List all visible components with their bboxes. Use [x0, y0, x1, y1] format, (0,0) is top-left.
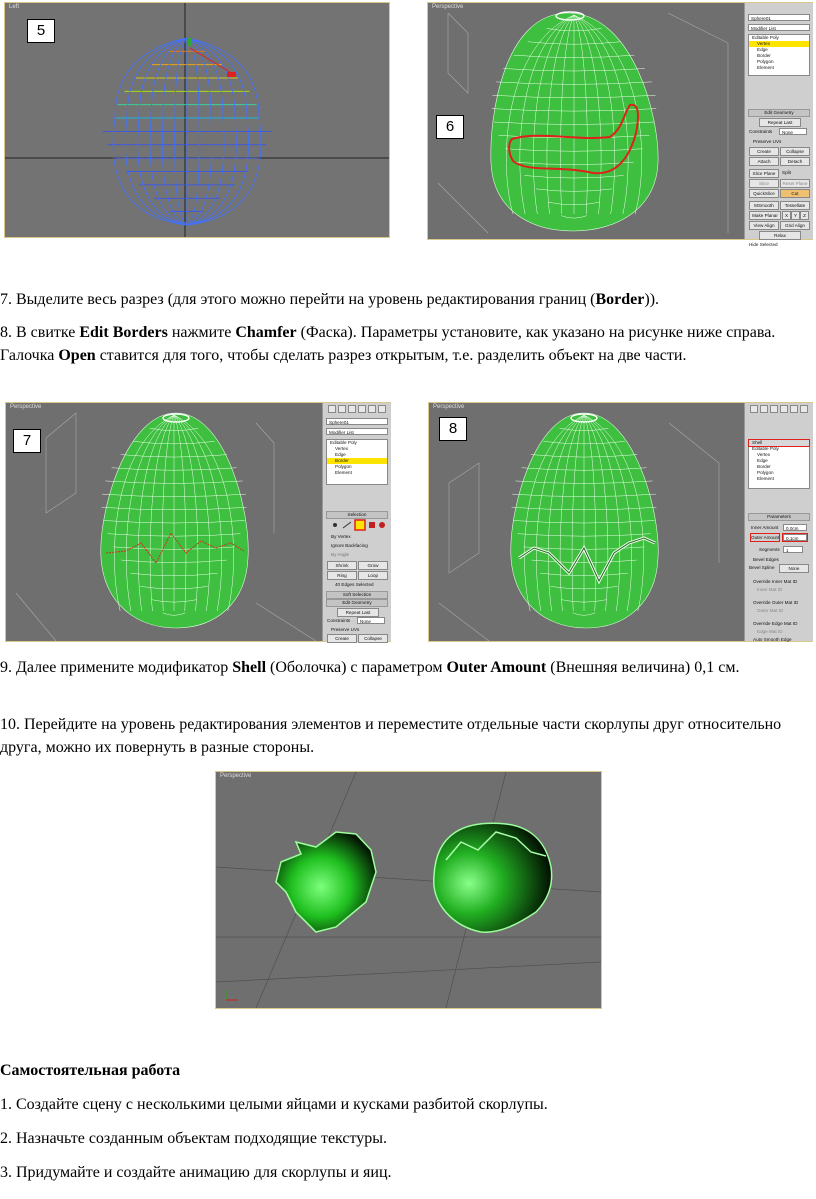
stack-item[interactable]: Border — [757, 464, 771, 469]
egg-illustration — [6, 403, 322, 641]
object-name-field[interactable]: Sphere01 — [748, 14, 810, 21]
hierarchy-tab-icon[interactable] — [348, 405, 356, 413]
modifier-stack — [326, 439, 388, 485]
modify-tab-icon[interactable] — [760, 405, 768, 413]
bold-term: Border — [595, 291, 645, 308]
view-align-button[interactable]: View Align — [749, 221, 779, 230]
figure-5-viewport — [4, 2, 390, 238]
bold-term: Chamfer — [235, 324, 297, 341]
edge-level-icon — [343, 522, 351, 528]
detach-button[interactable]: Detach — [780, 157, 810, 166]
constraints-dropdown[interactable]: None — [357, 617, 385, 624]
outer-amount-label: Outer Amount — [751, 535, 780, 540]
bold-term: Open — [58, 347, 96, 364]
bold-term: Outer Amount — [446, 659, 547, 676]
rollout-edit-geometry[interactable]: Edit Geometry — [326, 599, 388, 607]
collapse-button[interactable]: Collapse — [780, 147, 810, 156]
outer-amount-field[interactable]: 0.1cm — [783, 534, 807, 541]
by-angle-checkbox[interactable]: By Angle — [331, 552, 350, 557]
self-work-item: 3. Придумайте и создайте анимацию для скорлупы и яиц. — [0, 1164, 392, 1181]
final-figure-viewport — [215, 771, 602, 1009]
section-heading: Самостоятельная работа — [0, 1062, 181, 1079]
text-run: 7. Выделите весь разрез (для этого можно перейти на уровень редактирования границ ( — [0, 291, 596, 308]
bold-term: Shell — [232, 659, 267, 676]
figure-badge: 8 — [439, 417, 467, 441]
vertex-level-icon — [333, 523, 337, 527]
figure-8-viewport — [428, 402, 813, 642]
text-run: ставится для того, чтобы сделать разрез открытым, т.е. разделить объект на две части. — [95, 347, 687, 364]
command-panel — [744, 403, 813, 641]
text-run: )). — [644, 291, 660, 308]
override-edge-mat-id-checkbox[interactable]: Override Edge Mat ID — [753, 621, 798, 626]
grow-button[interactable]: Grow — [358, 561, 388, 570]
panel-toolbar — [323, 405, 391, 414]
reset-plane-button[interactable]: Reset Plane — [780, 179, 810, 188]
text-run: 10. Перейдите на уровень редактирования элементов и переместите отдельные части скорлупы друг относительно друга, можно их повернуть в разные стороны. — [0, 716, 782, 756]
segments-field[interactable]: 1 — [783, 546, 803, 553]
text-run: (Оболочка) с параметром — [266, 659, 447, 676]
tessellate-button[interactable]: Tessellate — [780, 201, 810, 210]
bevel-edges-checkbox[interactable]: Bevel Edges — [753, 557, 779, 562]
msmooth-button[interactable]: MSmooth — [749, 201, 779, 210]
viewport-label: Left — [9, 4, 20, 10]
stack-item[interactable]: Polygon — [757, 470, 774, 475]
text-run: (Внешняя величина) 0,1 см. — [546, 659, 740, 676]
modifier-list-dropdown[interactable]: Modifier List — [326, 428, 388, 435]
self-work-title — [0, 1059, 814, 1082]
rollout-edit-geometry[interactable]: Edit Geometry — [748, 109, 810, 117]
inner-amount-label: Inner Amount — [751, 525, 779, 530]
stack-item-selected[interactable]: Border — [327, 458, 387, 464]
text-run: 8. В свитке — [0, 324, 80, 341]
outer-mat-id-field[interactable]: Outer Mat ID — [757, 608, 784, 613]
stack-item-shell[interactable]: Shell — [749, 440, 809, 446]
viewport-label: Perspective — [433, 404, 465, 410]
selection-status: 40 Edges Selected — [335, 582, 374, 587]
stack-item[interactable]: Edge — [757, 47, 768, 52]
stack-item[interactable]: Element — [335, 470, 352, 475]
constraints-dropdown[interactable]: None — [779, 128, 807, 135]
figure-badge: 7 — [13, 429, 41, 453]
stack-item-selected[interactable]: Vertex — [749, 41, 809, 47]
by-vertex-checkbox[interactable]: By Vertex — [331, 534, 351, 539]
hide-selected-button[interactable]: Hide Selected — [749, 242, 778, 247]
stack-item[interactable]: Element — [757, 476, 774, 481]
cut-button[interactable]: Cut — [780, 189, 810, 198]
modifier-stack — [748, 439, 810, 489]
loop-button[interactable]: Loop — [358, 571, 388, 580]
selection-level-icons — [331, 519, 387, 531]
override-outer-mat-id-checkbox[interactable]: Override Outer Mat ID — [753, 600, 799, 605]
relax-button[interactable]: Relax — [759, 231, 801, 240]
step-9-text — [0, 656, 814, 679]
stack-item[interactable]: Editable Poly — [752, 35, 779, 40]
display-tab-icon[interactable] — [790, 405, 798, 413]
modifier-stack — [748, 34, 810, 76]
edge-mat-id-field[interactable]: Edge Mat ID — [757, 629, 783, 634]
create-button[interactable]: Create — [749, 147, 779, 156]
text-run: 9. Далее примените модификатор — [0, 659, 233, 676]
constraints-label: Constraints — [749, 129, 773, 134]
create-tab-icon[interactable] — [750, 405, 758, 413]
stack-item[interactable]: Element — [757, 65, 774, 70]
broken-shell-illustration — [216, 772, 601, 1008]
panel-toolbar — [745, 405, 813, 414]
bevel-spline-none-button[interactable]: None — [779, 564, 809, 573]
override-inner-mat-id-checkbox[interactable]: Override Inner Mat ID — [753, 579, 798, 584]
viewport-label: Perspective — [10, 404, 42, 410]
step-10-text — [0, 713, 814, 759]
object-name-field[interactable]: Sphere01 — [326, 418, 388, 425]
ring-button[interactable]: Ring — [327, 571, 357, 580]
segments-label: Segments — [759, 547, 780, 552]
stack-item[interactable]: Polygon — [757, 59, 774, 64]
stack-item[interactable]: Edge — [335, 452, 346, 457]
ignore-backfacing-checkbox[interactable]: Ignore Backfacing — [331, 543, 368, 548]
figure-badge: 6 — [436, 115, 464, 139]
element-level-icon — [379, 522, 385, 528]
z-button[interactable]: Z — [800, 211, 809, 220]
figure-7-viewport — [5, 402, 391, 642]
grid-align-button[interactable]: Grid Align — [780, 221, 810, 230]
create-button[interactable]: Create — [327, 634, 357, 643]
text-run: (Фаска). Параметры установите, как указано на рисунке ниже справа. Галочка — [0, 324, 776, 364]
y-button[interactable]: Y — [791, 211, 800, 220]
collapse-button[interactable]: Collapse — [358, 634, 388, 643]
stack-item[interactable]: Editable Poly — [330, 440, 357, 445]
create-tab-icon[interactable] — [328, 405, 336, 413]
attach-button[interactable]: Attach — [749, 157, 779, 166]
motion-tab-icon[interactable] — [780, 405, 788, 413]
slice-plane-button[interactable]: Slice Plane — [749, 169, 779, 178]
command-panel — [744, 3, 813, 247]
shrink-button[interactable]: Shrink — [327, 561, 357, 570]
wireframe-egg-illustration — [5, 3, 389, 237]
preserve-uvs-checkbox[interactable]: Preserve UVs — [331, 627, 360, 632]
inner-amount-field[interactable]: 0.0cm — [783, 524, 807, 531]
display-tab-icon[interactable] — [368, 405, 376, 413]
text-run: нажмите — [167, 324, 236, 341]
command-panel — [322, 403, 391, 641]
constraints-label: Constraints — [327, 618, 351, 623]
self-work-item: 1. Создайте сцену с несколькими целыми яйцами и кусками разбитой скорлупы. — [0, 1096, 548, 1113]
rollout-soft-selection[interactable]: Soft Selection — [326, 591, 388, 599]
stack-item[interactable]: Polygon — [335, 464, 352, 469]
figure-badge: 5 — [27, 19, 55, 43]
bold-term: Edit Borders — [79, 324, 168, 341]
repeat-last-button[interactable]: Repeat Last — [337, 608, 379, 617]
egg-illustration — [429, 403, 745, 641]
self-work-item: 2. Назначьте созданным объектам подходящие текстуры. — [0, 1130, 388, 1147]
x-button[interactable]: X — [782, 211, 791, 220]
inner-mat-id-field[interactable]: Inner Mat ID — [757, 587, 783, 592]
viewport-label: Perspective — [432, 4, 464, 10]
utilities-tab-icon[interactable] — [378, 405, 386, 413]
motion-tab-icon[interactable] — [358, 405, 366, 413]
split-checkbox[interactable]: Split — [782, 170, 791, 175]
bevel-spline-label: Bevel Spline — [749, 565, 775, 570]
preserve-uvs-checkbox[interactable]: Preserve UVs — [753, 139, 782, 144]
modify-tab-icon[interactable] — [338, 405, 346, 413]
step-8-text — [0, 321, 814, 367]
step-7-text — [0, 288, 814, 311]
stack-item[interactable]: Border — [757, 53, 771, 58]
slice-button[interactable]: Slice — [749, 179, 779, 188]
polygon-level-icon — [369, 522, 375, 528]
border-level-icon — [355, 520, 365, 530]
modifier-list-dropdown[interactable]: Modifier List — [748, 24, 810, 31]
make-planar-button[interactable]: Make Planar — [749, 211, 781, 220]
viewport-label: Perspective — [220, 773, 252, 779]
figure-6-viewport — [427, 2, 813, 247]
egg-illustration — [428, 3, 744, 239]
stack-item[interactable]: Vertex — [335, 446, 349, 451]
rollout-selection[interactable]: Selection — [326, 511, 388, 519]
stack-item[interactable]: Edge — [757, 458, 768, 463]
stack-item[interactable]: Editable Poly — [752, 446, 779, 451]
quickslice-button[interactable]: QuickSlice — [749, 189, 779, 198]
repeat-last-button[interactable]: Repeat Last — [759, 118, 801, 127]
rollout-parameters[interactable]: Parameters — [748, 513, 810, 521]
utilities-tab-icon[interactable] — [800, 405, 808, 413]
hierarchy-tab-icon[interactable] — [770, 405, 778, 413]
stack-item[interactable]: Vertex — [757, 452, 771, 457]
auto-smooth-edge-checkbox[interactable]: Auto Smooth Edge — [753, 637, 792, 642]
